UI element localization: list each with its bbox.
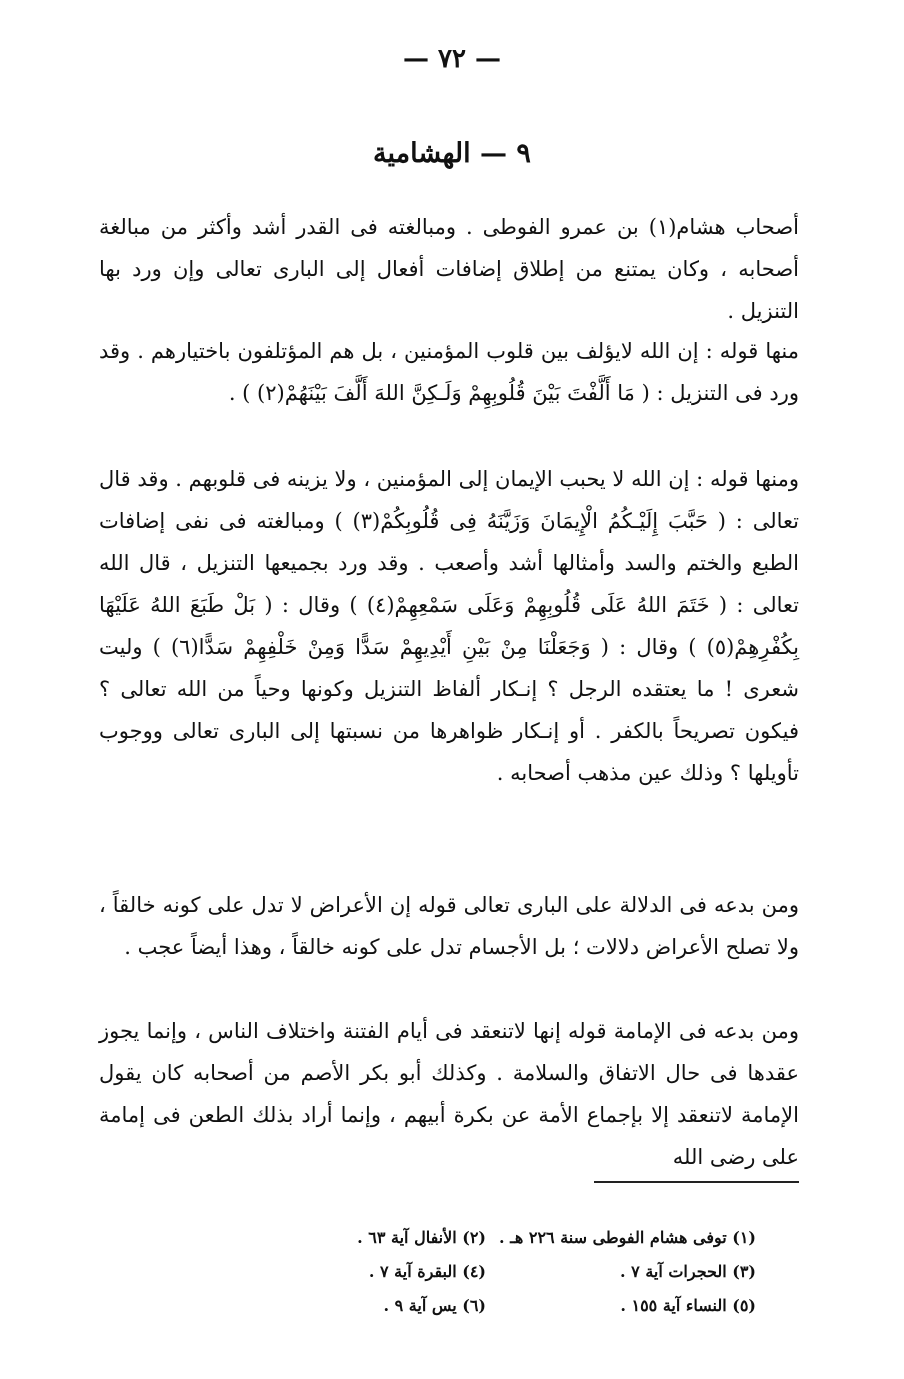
paragraph: أصحاب هشام(١) بن عمرو الفوطى . ومبالغته فى القدر أشد وأكثر من مبالغة أصحابه ، وكان يمتنع من إطلاق إضافات أفعال إلى البارى تعالى وإن ورد بها التنزيل . bbox=[99, 215, 800, 323]
footnote-5: (٥) النساء آية ١٥٥ . bbox=[620, 1296, 756, 1315]
footnote-1: (١) توفى هشام الفوطى سنة ٢٢٦ هـ . bbox=[499, 1228, 756, 1247]
footnote-6: (٦) يس آية ٩ . bbox=[383, 1296, 486, 1315]
paragraph: ومن بدعه فى الإمامة قوله إنها لاتنعقد فى أيام الفتنة واختلاف الناس ، وإنما يجوز عقدها فى حال الاتفاق والسلامة . وكذلك أبو بكر الأصم من أصحابه كان يقول الإمامة لاتنعقد إلا بإجماع الأمة عن بكرة أبيهم ، وإنما أراد بذلك الطعن فى إمامة على رضى الله bbox=[99, 1019, 799, 1169]
footnote-4: (٤) البقرة آية ٧ . bbox=[368, 1262, 486, 1281]
section-title: ٩ — الهشامية bbox=[373, 138, 531, 169]
footnote-divider bbox=[594, 1181, 799, 1183]
page-number: — ٧٢ — bbox=[402, 44, 502, 74]
footnote-2: (٢) الأنفال آية ٦٣ . bbox=[357, 1228, 486, 1247]
paragraph: ومن بدعه فى الدلالة على البارى تعالى قوله إن الأعراض لا تدل على كونه خالقاً ، ولا تصلح الأعراض دلالات ؛ بل الأجسام تدل على كونه خالقاً ، وهذا أيضاً عجب . bbox=[99, 893, 799, 959]
paragraph: منها قوله : إن الله لايؤلف بين قلوب المؤمنين ، بل هم المؤتلفون باختيارهم . وقد ورد فى التنزيل : ( مَا أَلَّفْتَ بَيْنَ قُلُوبِهِمْ وَلَـكِنَّ اللهَ أَلَّفَ بَيْنَهُمْ(٢) ) . bbox=[99, 339, 799, 405]
footnote-3: (٣) الحجرات آية ٧ . bbox=[620, 1262, 756, 1281]
footnotes bbox=[236, 1224, 756, 1320]
paragraph: ومنها قوله : إن الله لا يحبب الإيمان إلى المؤمنين ، ولا يزينه فى قلوبهم . وقد قال تعالى : ( حَبَّبَ إِلَيْـكُمُ الْإِيمَانَ وَزَيَّنَهُ فِى قُلُوبِكُمْ(٣) ) ومبالغته فى نفى إضافات الطبع والختم والسد وأمثالها أشد وأصعب . وقد ورد بجميعها التنزيل ، قال الله تعالى : ( خَتَمَ اللهُ عَلَى قُلُوبِهِمْ وَعَلَى سَمْعِهِمْ(٤) ) وقال : ( بَلْ طَبَعَ اللهُ عَلَيْهَا بِكُفْرِهِمْ(٥) ) وقال : ( وَجَعَلْنَا مِنْ بَيْنِ أَيْدِيهِمْ سَدًّا وَمِنْ خَلْفِهِمْ سَدًّا(٦) ) وليت شعرى ! ما يعتقده الرجل ؟ إنـكار ألفاظ التنزيل وكونها وحياً من الله تعالى ؟ فيكون تصريحاً بالكفر . أو إنـكار ظواهرها من نسبتها إلى البارى تعالى ووجوب تأويلها ؟ وذلك عين مذهب أصحابه . bbox=[99, 467, 800, 785]
